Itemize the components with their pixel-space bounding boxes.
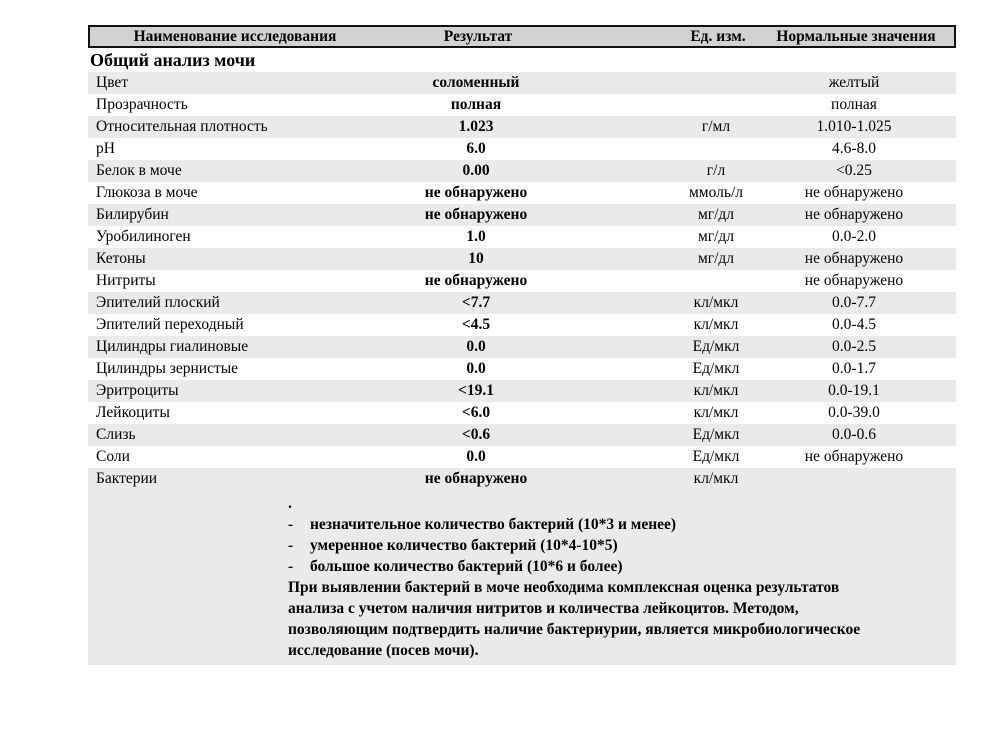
unit-cell: Ед/мкл: [692, 360, 740, 377]
unit-cell: Ед/мкл: [692, 426, 740, 443]
normal-value-cell: желтый: [828, 74, 880, 91]
unit-cell: г/мл: [701, 118, 731, 135]
normal-value-cell: 0.0-0.6: [832, 426, 876, 443]
result-cell: <7.7: [461, 294, 491, 311]
notes-block: [88, 490, 956, 665]
table-row: [88, 160, 956, 182]
normal-value-cell: не обнаружено: [804, 272, 904, 289]
table-row: [88, 72, 956, 94]
table-row: [88, 380, 956, 402]
table-row: [88, 94, 956, 116]
result-cell: 0.0: [466, 338, 486, 355]
result-cell: не обнаружено: [424, 206, 528, 223]
unit-cell: г/л: [706, 162, 726, 179]
unit-cell: Ед/мкл: [692, 448, 740, 465]
notes-paragraph-line: анализа с учетом наличия нитритов и количества лейкоцитов. Методом,: [288, 600, 799, 617]
table-row: [88, 424, 956, 446]
study-name-cell: Бактерии: [96, 470, 158, 487]
normal-value-cell: [752, 468, 956, 490]
column-header-study-name: Наименование исследования: [133, 27, 337, 45]
unit-cell: Ед/мкл: [692, 338, 740, 355]
table-row: [88, 358, 956, 380]
normal-value-cell: <0.25: [836, 162, 872, 179]
notes-paragraph: [88, 577, 956, 661]
notes-list-item: [88, 556, 956, 577]
study-name-cell: Нитриты: [96, 272, 156, 289]
result-cell: <19.1: [458, 382, 494, 399]
unit-cell: мг/дл: [697, 228, 735, 245]
unit-cell: кл/мкл: [693, 470, 739, 487]
study-name-cell: Глюкоза в моче: [96, 184, 198, 201]
result-cell: <0.6: [461, 426, 491, 443]
study-name-cell: Белок в моче: [96, 162, 182, 179]
study-name-cell: Цилиндры гиалиновые: [96, 338, 249, 355]
table-body: [88, 72, 956, 490]
study-name-cell: Эритроциты: [96, 382, 179, 399]
table-row: [88, 116, 956, 138]
result-cell: полная: [450, 96, 502, 113]
result-cell: 1.0: [466, 228, 486, 245]
normal-value-cell: не обнаружено: [804, 250, 904, 267]
notes-list-item: [88, 514, 956, 535]
result-cell: 1.023: [458, 118, 494, 135]
result-cell: 0.0: [466, 360, 486, 377]
column-header-unit: Ед. изм.: [690, 27, 746, 45]
study-name-cell: Эпителий переходный: [96, 316, 244, 333]
result-cell: не обнаружено: [424, 470, 528, 487]
result-cell: 0.00: [462, 162, 490, 179]
normal-value-cell: 0.0-2.5: [832, 338, 876, 355]
normal-value-cell: 0.0-7.7: [832, 294, 876, 311]
normal-value-cell: 0.0-4.5: [832, 316, 876, 333]
study-name-cell: pH: [96, 140, 115, 157]
result-cell: <6.0: [461, 404, 491, 421]
table-row: [88, 226, 956, 248]
column-header-result: Результат: [443, 27, 513, 45]
study-name-cell: Прозрачность: [96, 96, 188, 113]
study-name-cell: Слизь: [96, 426, 136, 443]
unit-cell: кл/мкл: [693, 316, 739, 333]
table-row: [88, 204, 956, 226]
notes-paragraph-line: При выявлении бактерий в моче необходима комплексная оценка результатов: [288, 579, 840, 596]
dash-bullet: -: [288, 558, 294, 575]
result-cell: <4.5: [461, 316, 491, 333]
table-row: [88, 292, 956, 314]
study-name-cell: Уробилиноген: [96, 228, 191, 245]
normal-value-cell: 4.6-8.0: [832, 140, 876, 157]
unit-cell: мг/дл: [697, 206, 735, 223]
normal-value-cell: 1.010-1.025: [816, 118, 892, 135]
normal-value-cell: не обнаружено: [804, 184, 904, 201]
table-row: [88, 446, 956, 468]
column-header-normal-values: Нормальные значения: [776, 27, 936, 45]
study-name-cell: Относительная плотность: [96, 118, 268, 135]
table-row: [88, 182, 956, 204]
study-name-cell: Эпителий плоский: [96, 294, 220, 311]
notes-list-item-text: незначительное количество бактерий (10*3 и менее): [310, 516, 677, 533]
notes-list-item: [88, 535, 956, 556]
unit-cell: кл/мкл: [693, 294, 739, 311]
normal-value-cell: 0.0-39.0: [828, 404, 880, 421]
study-name-cell: Цвет: [96, 74, 129, 91]
result-cell: не обнаружено: [424, 184, 528, 201]
table-header-row: [88, 25, 956, 48]
result-cell: не обнаружено: [424, 272, 528, 289]
study-name-cell: Кетоны: [96, 250, 146, 267]
notes-list-item-text: большое количество бактерий (10*6 и более): [310, 558, 623, 575]
table-row: [88, 336, 956, 358]
table-row: [88, 270, 956, 292]
normal-value-cell: 0.0-1.7: [832, 360, 876, 377]
unit-cell: ммоль/л: [688, 184, 743, 201]
normal-value-cell: не обнаружено: [804, 206, 904, 223]
study-name-cell: Лейкоциты: [96, 404, 170, 421]
table-row: [88, 248, 956, 270]
study-name-cell: Соли: [96, 448, 130, 465]
table-row: [88, 468, 956, 490]
notes-bullet-intro: .: [288, 495, 292, 512]
table-row: [88, 314, 956, 336]
result-cell: 6.0: [466, 140, 486, 157]
dash-bullet: -: [288, 516, 294, 533]
normal-value-cell: 0.0-19.1: [828, 382, 880, 399]
notes-paragraph-line: исследование (посев мочи).: [288, 642, 479, 659]
normal-value-cell: полная: [831, 96, 877, 113]
result-cell: 10: [468, 250, 484, 267]
urinalysis-results-table: [88, 25, 956, 665]
result-cell: соломенный: [432, 74, 520, 91]
notes-list: [88, 514, 956, 577]
notes-list-item-text: умеренное количество бактерий (10*4-10*5): [310, 537, 618, 554]
table-row: [88, 402, 956, 424]
table-row: [88, 138, 956, 160]
unit-cell: кл/мкл: [693, 382, 739, 399]
normal-value-cell: не обнаружено: [804, 448, 904, 465]
study-name-cell: Цилиндры зернистые: [96, 360, 239, 377]
notes-paragraph-line: позволяющим подтвердить наличие бактериурии, является микробиологическое: [288, 621, 861, 638]
normal-value-cell: 0.0-2.0: [832, 228, 876, 245]
dash-bullet: -: [288, 537, 294, 554]
section-title: Общий анализ мочи: [88, 48, 956, 72]
result-cell: 0.0: [466, 448, 486, 465]
unit-cell: мг/дл: [697, 250, 735, 267]
unit-cell: кл/мкл: [693, 404, 739, 421]
study-name-cell: Билирубин: [96, 206, 169, 223]
